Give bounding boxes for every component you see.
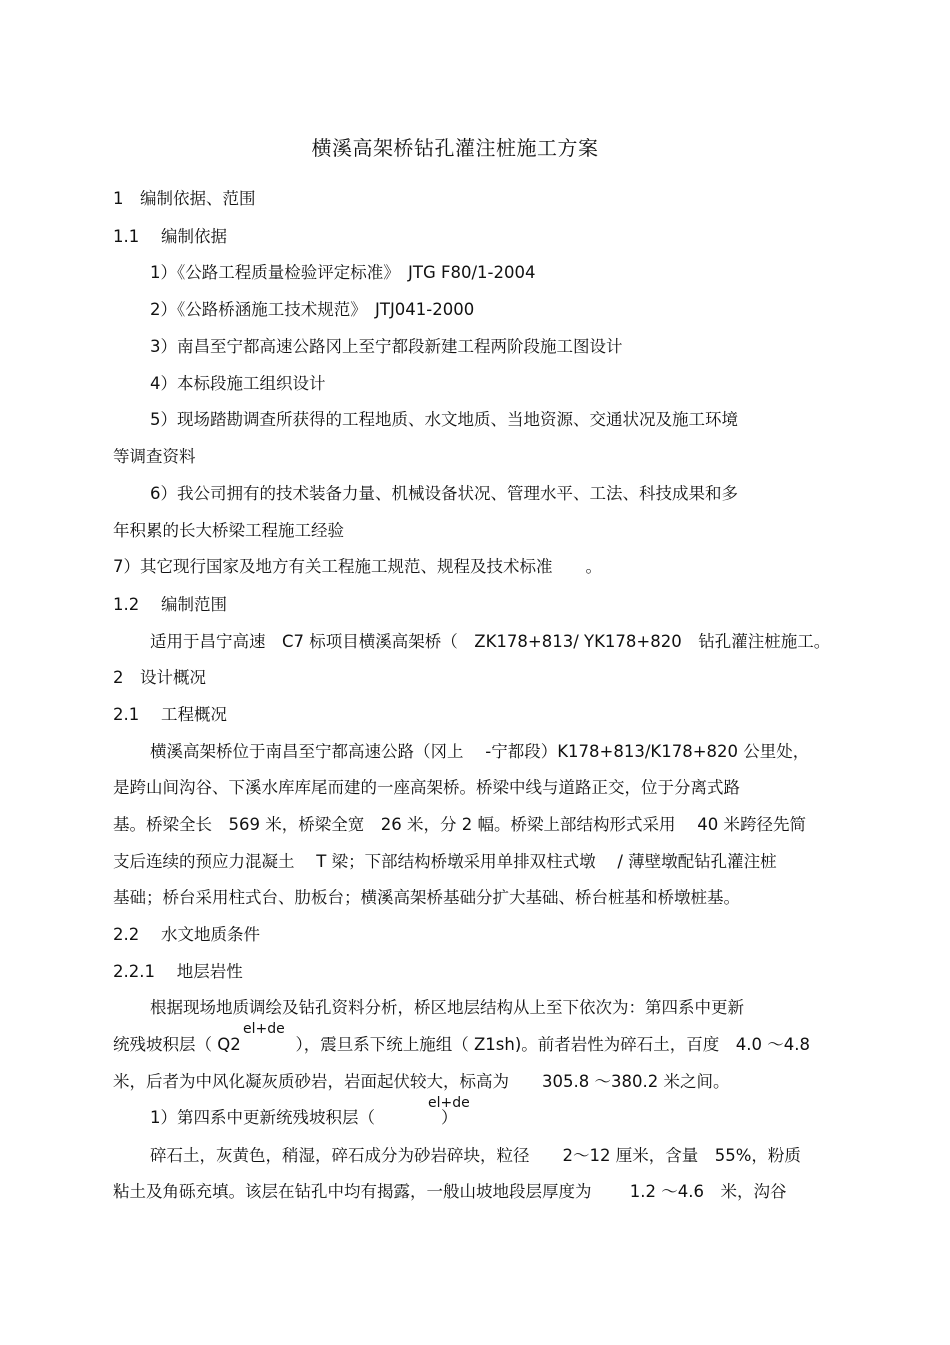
- scope-paragraph: 适用于昌宁高速 C7 标项目横溪高架桥（ ZK178+813/ YK178+820 钻孔灌注桩施工。: [150, 632, 831, 651]
- strata-line-1: 根据现场地质调绘及钻孔资料分析，桥区地层结构从上至下依次为：第四系中更新: [150, 998, 744, 1017]
- basis-item-6-line-2: 年积累的长大桥梁工程施工经验: [113, 521, 344, 540]
- basis-item-5-line-2: 等调查资料: [113, 447, 196, 466]
- overview-line-1: 横溪高架桥位于南昌至宁都高速公路（冈上 -宁都段）K178+813/K178+820 公里处，: [150, 742, 810, 761]
- section-2-1-heading: 2.1 工程概况: [113, 705, 227, 724]
- overview-line-3: 基。桥梁全长 569 米，桥梁全宽 26 米，分 2 幅。桥梁上部结构形式采用 40 米跨径先简: [113, 815, 806, 834]
- overview-line-5: 基础；桥台采用柱式台、肋板台；横溪高架桥基础分扩大基础、桥台桩基和桥墩桩基。: [113, 888, 740, 907]
- section-1-heading: 1 编制依据、范围: [113, 189, 256, 208]
- section-2-2-heading: 2.2 水文地质条件: [113, 925, 260, 944]
- section-1-1-heading: 1.1 编制依据: [113, 227, 227, 246]
- basis-item-1: 1）《公路工程质量检验评定标准》 JTG F80/1-2004: [150, 263, 536, 282]
- overview-line-4: 支后连续的预应力混凝土 T 梁；下部结构桥墩采用单排双柱式墩 / 薄壁墩配钻孔灌注桩: [113, 852, 777, 871]
- basis-item-3: 3）南昌至宁都高速公路冈上至宁都段新建工程两阶段施工图设计: [150, 337, 623, 356]
- layer-1-heading: 1）第四系中更新统残坡积层（ ）: [150, 1108, 458, 1127]
- basis-item-7: 7）其它现行国家及地方有关工程施工规范、规程及技术标准 。: [113, 557, 602, 576]
- basis-item-6-line-1: 6）我公司拥有的技术装备力量、机械设备状况、管理水平、工法、科技成果和多: [150, 484, 738, 503]
- strata-line-3: 米，后者为中风化凝灰质砂岩，岩面起伏较大，标高为 305.8 ～380.2 米之间。: [113, 1072, 730, 1091]
- basis-item-2: 2）《公路桥涵施工技术规范》 JTJ041-2000: [150, 300, 475, 319]
- strata-superscript: el+de: [243, 1021, 285, 1037]
- section-1-2-heading: 1.2 编制范围: [113, 595, 227, 614]
- layer-1-superscript: el+de: [428, 1095, 470, 1111]
- section-2-heading: 2 设计概况: [113, 668, 206, 687]
- basis-item-5-line-1: 5）现场踏勘调查所获得的工程地质、水文地质、当地资源、交通状况及施工环境: [150, 410, 738, 429]
- section-2-2-1-heading: 2.2.1 地层岩性: [113, 962, 243, 981]
- basis-item-4: 4）本标段施工组织设计: [150, 374, 326, 393]
- document-title: 横溪高架桥钻孔灌注桩施工方案: [311, 136, 599, 160]
- strata-line-2: 统残坡积层（ Q2 ），震旦系下统上施组（ Z1sh)。前者岩性为碎石土，百度 4.0 ～4.8: [113, 1035, 810, 1054]
- gravel-line-2: 粘土及角砾充填。该层在钻孔中均有揭露，一般山坡地段层厚度为 1.2 ～4.6 米，沟谷: [113, 1182, 787, 1201]
- overview-line-2: 是跨山间沟谷、下溪水库库尾而建的一座高架桥。桥梁中线与道路正交，位于分离式路: [113, 778, 740, 797]
- gravel-line-1: 碎石土，灰黄色，稍湿，碎石成分为砂岩碎块，粒径 2～12 厘米，含量 55%，粉质: [150, 1146, 801, 1165]
